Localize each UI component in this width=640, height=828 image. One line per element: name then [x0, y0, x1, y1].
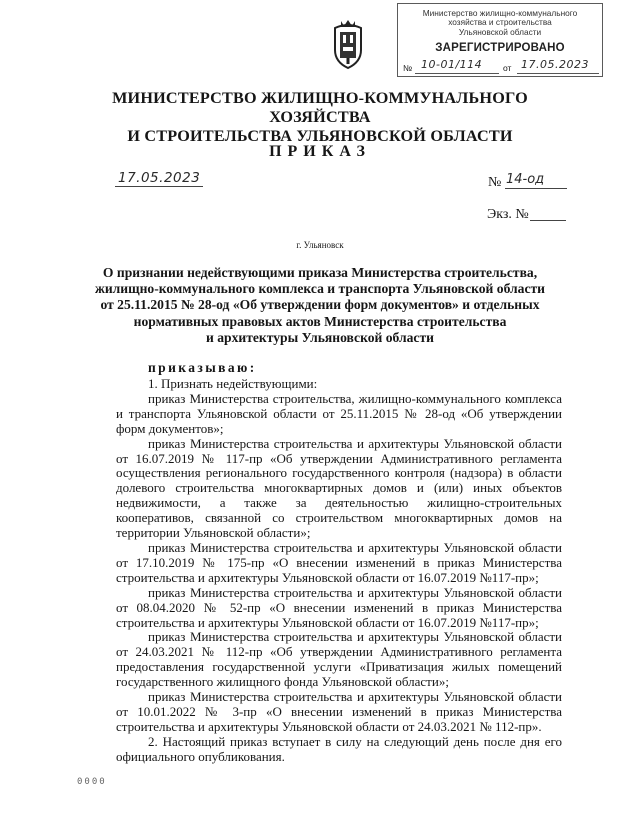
repealed-order-5: приказ Министерства строительства и архитектуры Ульяновской области от 24.03.2021 № 112-пр «Об утверждении Административного регламента предоставления государственной услуги «Приватизация жилых помещений государственного жилищного фонда Ульяновской области»; — [116, 629, 562, 690]
repealed-order-3: приказ Министерства строительства и архитектуры Ульяновской области от 17.10.2019 № 175-пр «О внесении изменений в приказ Министерства строительства и архитектуры Ульяновской области от 16.07.2019 №117-пр»; — [116, 539, 562, 585]
order-number-underline — [505, 188, 567, 189]
document-type-title: ПРИКАЗ — [269, 143, 371, 160]
stamp-date-label: от — [503, 63, 512, 73]
copy-number-label: Экз. № — [487, 207, 529, 222]
repealed-order-4: приказ Министерства строительства и архитектуры Ульяновской области от 08.04.2020 № 52-пр «О внесении изменений в приказ Министерства строительства и архитектуры Ульяновской области от 16.07.2019 №117-пр»; — [116, 584, 562, 630]
margin-page-marks: 0000 — [77, 777, 107, 787]
stamp-date-value: 17.05.2023 — [521, 58, 589, 71]
stamp-registration-row — [403, 60, 598, 74]
handwritten-order-number: 14-од — [506, 172, 545, 187]
repealed-order-2: приказ Министерства строительства и архитектуры Ульяновской области от 16.07.2019 № 117-пр «Об утверждении Административного регламента осуществления регионального государственного контроля (надзора) в области долевого строительства многоквартирных домов и (или) иных объектов недвижимости, а также за деятельностью жилищно-строительных кооперативов, связанной со строительством многоквартирных домов на территории Ульяновской области»; — [116, 435, 562, 541]
stamp-org-name: Министерство жилищно-коммунального хозяйства и строительства Ульяновской области — [422, 8, 578, 37]
repealed-order-1: приказ Министерства строительства, жилищно-коммунального комплекса и транспорта Ульяновской области от 25.11.2015 № 28-од «Об утверждении форм документов»; — [116, 390, 562, 436]
city-label: г. Ульяновск — [296, 240, 344, 250]
ministry-heading: МИНИСТЕРСТВО ЖИЛИЩНО-КОММУНАЛЬНОГО ХОЗЯЙСТВА И СТРОИТЕЛЬСТВА УЛЬЯНОВСКОЙ ОБЛАСТИ — [112, 89, 528, 145]
registration-stamp — [397, 3, 603, 77]
order-body — [116, 377, 562, 765]
coat-of-arms-emblem — [331, 18, 365, 70]
date-underline — [115, 186, 203, 187]
stamp-number-value: 10-01/114 — [421, 58, 483, 71]
item-1-heading: 1. Признать недействующими: — [148, 376, 318, 391]
stamp-number-label: № — [403, 63, 413, 73]
directive-lead: приказываю: — [148, 360, 257, 375]
copy-number-blank — [530, 220, 566, 221]
order-number-label: № — [488, 175, 502, 190]
stamp-status: ЗАРЕГИСТРИРОВАНО — [435, 42, 565, 55]
item-2-effective-date: 2. Настоящий приказ вступает в силу на следующий день после дня его официального опубликования. — [116, 733, 562, 764]
handwritten-date: 17.05.2023 — [118, 170, 201, 186]
order-title: О признании недействующими приказа Министерства строительства, жилищно-коммунального комплекса и транспорта Ульяновской области от 25.11.2015 № 28-од «Об утверждении форм документов» и отдельных нормативных правовых актов Министерства строительства и архитектуры Ульяновской области — [94, 265, 546, 345]
repealed-order-6: приказ Министерства строительства и архитектуры Ульяновской области от 10.01.2022 № 3-пр «О внесении изменений в приказ Министерства строительства и архитектуры Ульяновской области от 24.03.2021 № 112-пр». — [116, 689, 562, 734]
